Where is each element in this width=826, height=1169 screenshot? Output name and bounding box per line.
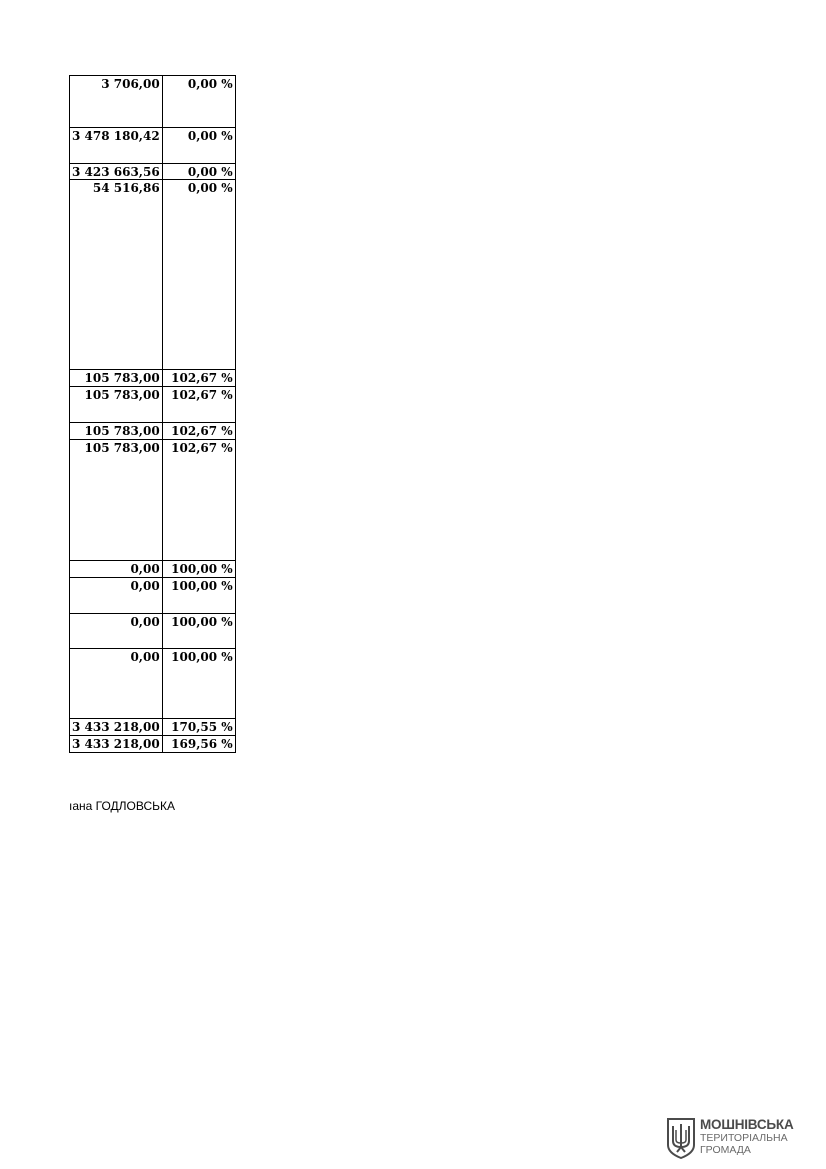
amount-cell: 0,00 — [70, 614, 163, 649]
amount-cell: 105 783,00 — [70, 423, 163, 440]
percent-cell: 0,00 % — [162, 164, 235, 180]
table-row — [70, 387, 236, 423]
amount-cell: 105 783,00 — [70, 440, 163, 561]
table-row — [70, 440, 236, 561]
table-row — [70, 423, 236, 440]
amount-cell: 3 423 663,56 — [70, 164, 163, 180]
logo-title: МОШНІВСЬКА — [700, 1117, 794, 1132]
logo-subtitle-line1: ТЕРИТОРІАЛЬНА — [700, 1132, 788, 1144]
amount-cell: 0,00 — [70, 649, 163, 719]
amount-cell: 3 433 218,00 — [70, 736, 163, 753]
table-row — [70, 180, 236, 370]
percent-cell: 102,67 % — [162, 440, 235, 561]
percent-cell: 102,67 % — [162, 370, 235, 387]
table-row — [70, 614, 236, 649]
table-row — [70, 76, 236, 128]
amount-cell: 54 516,86 — [70, 180, 163, 370]
percent-cell: 169,56 % — [162, 736, 235, 753]
percent-cell: 100,00 % — [162, 649, 235, 719]
amount-cell: 105 783,00 — [70, 387, 163, 423]
table-row — [70, 649, 236, 719]
table-row — [70, 370, 236, 387]
percent-cell: 102,67 % — [162, 387, 235, 423]
signatory-name: ıана ГОДЛОВСЬКА — [69, 799, 176, 813]
amount-cell: 3 478 180,42 — [70, 128, 163, 164]
community-logo — [666, 1115, 816, 1161]
percent-cell: 100,00 % — [162, 561, 235, 578]
trident-icon — [666, 1117, 696, 1159]
amount-cell: 105 783,00 — [70, 370, 163, 387]
budget-fragment-table — [69, 75, 236, 753]
table-row — [70, 164, 236, 180]
amount-cell: 0,00 — [70, 578, 163, 614]
percent-cell: 170,55 % — [162, 719, 235, 736]
percent-cell: 102,67 % — [162, 423, 235, 440]
table-row — [70, 578, 236, 614]
percent-cell: 100,00 % — [162, 578, 235, 614]
percent-cell: 100,00 % — [162, 614, 235, 649]
percent-cell: 0,00 % — [162, 180, 235, 370]
logo-subtitle-line2: ГРОМАДА — [700, 1144, 751, 1156]
table-row — [70, 128, 236, 164]
amount-cell: 3 433 218,00 — [70, 719, 163, 736]
amount-cell: 3 706,00 — [70, 76, 163, 128]
percent-cell: 0,00 % — [162, 128, 235, 164]
table-row — [70, 719, 236, 736]
table-row — [70, 561, 236, 578]
amount-cell: 0,00 — [70, 561, 163, 578]
percent-cell: 0,00 % — [162, 76, 235, 128]
table-row — [70, 736, 236, 753]
